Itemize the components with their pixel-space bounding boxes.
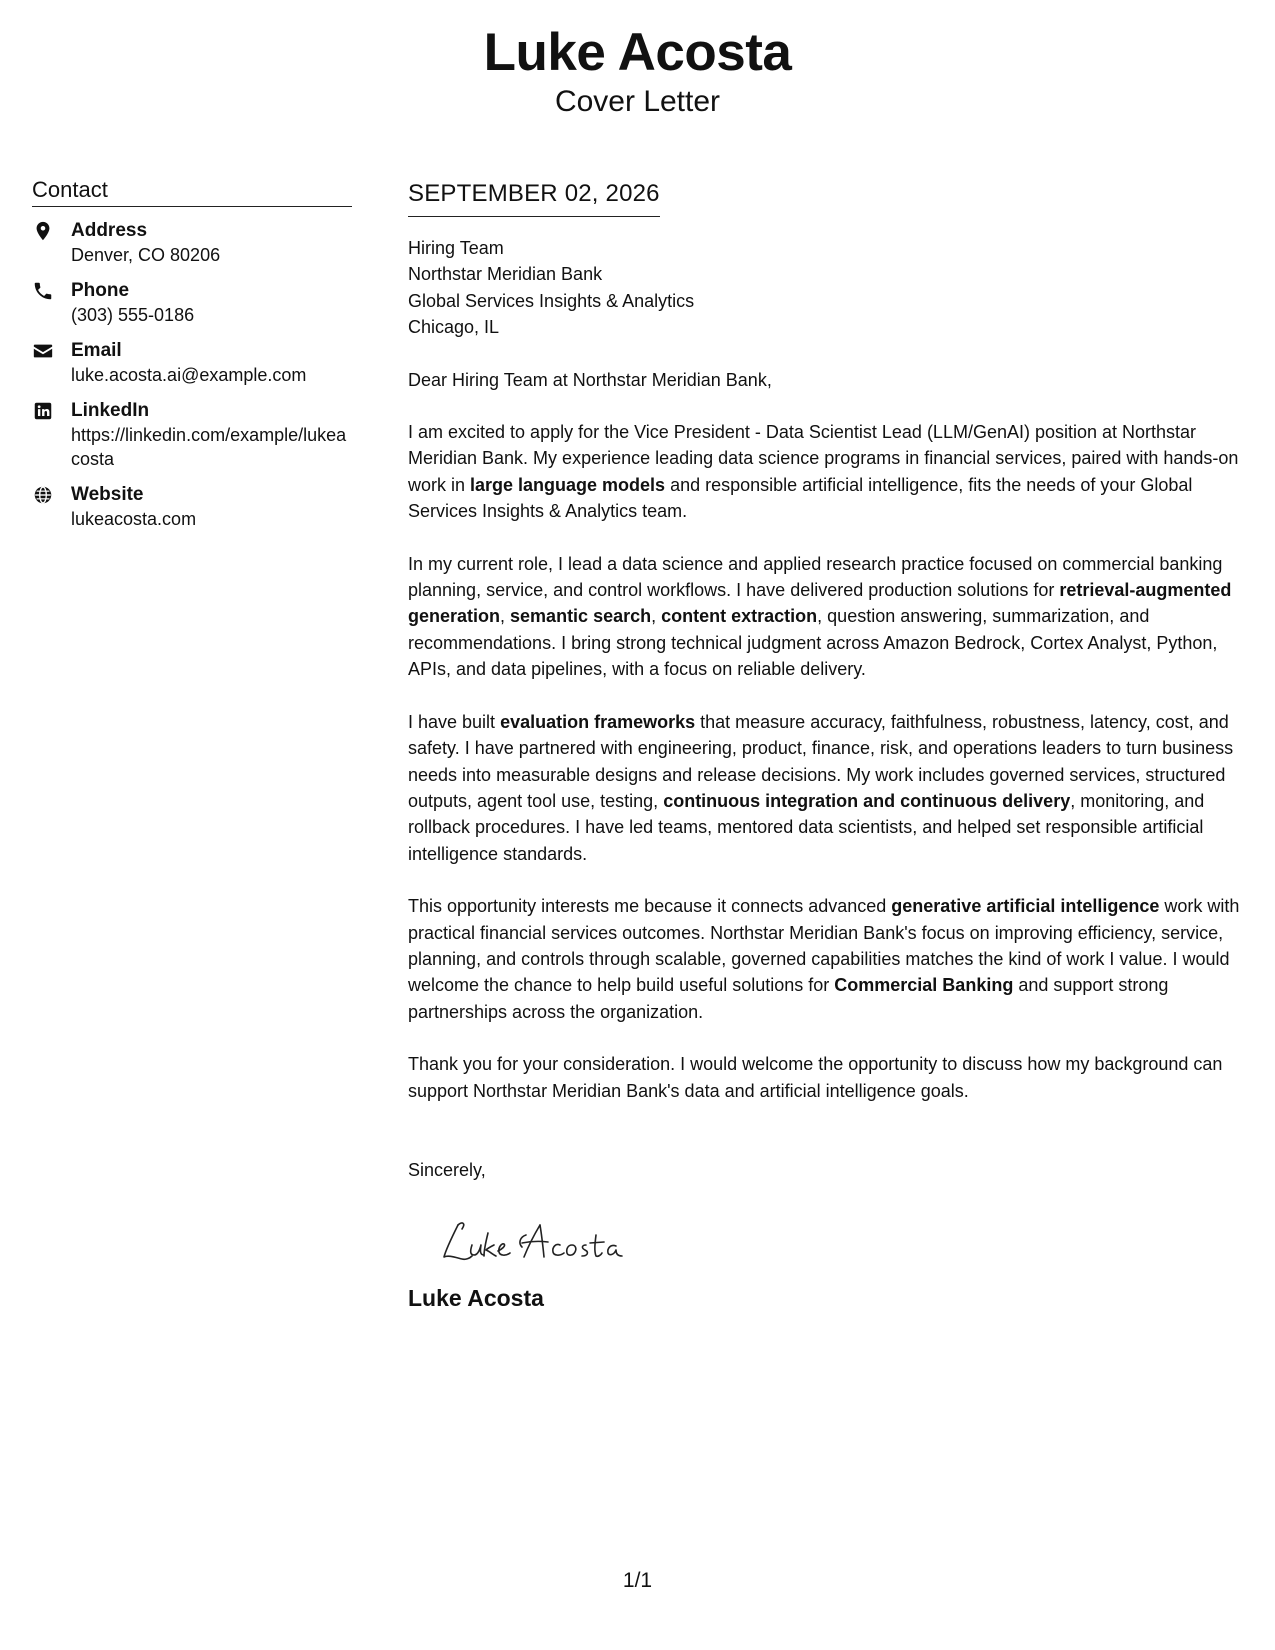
page-number: 1/1: [622, 1569, 653, 1592]
contact-value-email[interactable]: luke.acosta.ai@example.com: [71, 365, 307, 385]
letter-paragraph-1: [408, 419, 1250, 525]
paragraph-text: and support strong partnerships across the organization.: [408, 975, 1169, 1022]
emphasis-text: large language models: [470, 474, 666, 495]
recipient-block: [408, 235, 1250, 341]
contact-section-title: Contact: [32, 176, 352, 207]
emphasis-text: generative artificial intelligence: [891, 896, 1160, 917]
contact-item-email: [32, 339, 352, 387]
paragraph-text: work with practical financial services outcomes. Northstar Meridian Bank's focus on improving efficiency, service, planning, and controls through scalable, governed capabilities matches the kind of work I value. I would welcome the chance to help build useful solutions for: [408, 896, 1240, 996]
recipient-line: Global Services Insights & Analytics: [408, 290, 695, 311]
contact-item-linkedin: [32, 399, 352, 471]
letter-date: SEPTEMBER 02, 2026: [408, 178, 660, 217]
document-subtitle: Cover Letter: [554, 85, 721, 118]
page-header: [0, 20, 1275, 120]
signer-name: Luke Acosta: [408, 1285, 544, 1312]
linkedin-icon: [32, 400, 54, 422]
paragraph-text: , question answering, summarization, and recommendations. I bring strong technical judgment across Amazon Bedrock, Cortex Analyst, Python, APIs, and data pipelines, with a focus on reliable delivery.: [408, 606, 1218, 680]
paragraph-text: I have built: [408, 711, 501, 732]
handwritten-signature: [440, 1213, 1250, 1269]
emphasis-text: content extraction: [661, 606, 818, 627]
contact-label-phone: Phone: [71, 280, 130, 301]
emphasis-text: continuous integration and continuous delivery: [663, 790, 1071, 811]
paragraph-text: , monitoring, and rollback procedures. I have led teams, mentored data scientists, and helped set responsible artificial intelligence standards.: [408, 790, 1205, 864]
paragraph-text: and responsible artificial intelligence, fits the needs of your Global Services Insights & Analytics team.: [408, 474, 1193, 522]
emphasis-text: retrieval-augmented generation: [408, 580, 1232, 627]
contact-label-address: Address: [71, 220, 148, 241]
contact-item-phone: [32, 279, 352, 327]
letter-paragraph-5: [408, 1051, 1250, 1104]
salutation: Dear Hiring Team at Northstar Meridian Bank,: [408, 369, 772, 390]
applicant-name: Luke Acosta: [483, 23, 792, 82]
emphasis-text: semantic search: [510, 606, 652, 627]
letter-paragraph-4: [408, 893, 1250, 1025]
recipient-line: Hiring Team: [408, 238, 504, 258]
paragraph-text: ,: [651, 606, 662, 627]
letter-paragraph-3: [408, 709, 1250, 867]
phone-icon: [32, 280, 54, 302]
contact-label-linkedin: LinkedIn: [71, 400, 150, 421]
contact-value-address: Denver, CO 80206: [71, 245, 221, 265]
emphasis-text: evaluation frameworks: [500, 711, 696, 732]
paragraph-text: In my current role, I lead a data science and applied research practice focused on commercial banking planning, service, and control workflows. I have delivered production solutions for: [408, 553, 1223, 601]
contact-label-email: Email: [71, 340, 122, 361]
emphasis-text: Commercial Banking: [834, 975, 1014, 996]
contact-item-address: [32, 219, 352, 267]
recipient-line: Chicago, IL: [408, 317, 500, 338]
letter-paragraph-2: [408, 551, 1250, 683]
map-pin-icon: [32, 220, 54, 242]
paragraph-text: This opportunity interests me because it connects advanced: [408, 896, 892, 917]
paragraph-text: I am excited to apply for the Vice President - Data Scientist Lead (LLM/GenAI) position at Northstar Meridian Bank. My experience leading data science programs in financial services, paired with hands-on work in: [408, 422, 1239, 495]
paragraph-text: Thank you for your consideration. I would welcome the opportunity to discuss how my background can support Northstar Meridian Bank's data and artificial intelligence goals.: [408, 1054, 1223, 1101]
contact-value-linkedin[interactable]: https://linkedin.com/example/lukeacosta: [71, 425, 347, 469]
contact-label-website: Website: [71, 484, 144, 505]
recipient-line: Northstar Meridian Bank: [408, 264, 603, 285]
closing-line: Sincerely,: [408, 1159, 486, 1180]
envelope-icon: [32, 340, 54, 362]
globe-icon: [32, 484, 54, 506]
paragraph-text: ,: [500, 606, 511, 627]
contact-sidebar: [32, 176, 352, 531]
contact-item-website: [32, 483, 352, 531]
letter-body: [408, 178, 1250, 1313]
paragraph-text: that measure accuracy, faithfulness, robustness, latency, cost, and safety. I have partnered with engineering, product, finance, risk, and operations leaders to turn business needs into measurable designs and release decisions. My work includes governed services, structured outputs, agent tool use, testing,: [408, 711, 1234, 811]
contact-value-phone: (303) 555-0186: [71, 305, 195, 325]
contact-value-website[interactable]: lukeacosta.com: [71, 509, 197, 529]
